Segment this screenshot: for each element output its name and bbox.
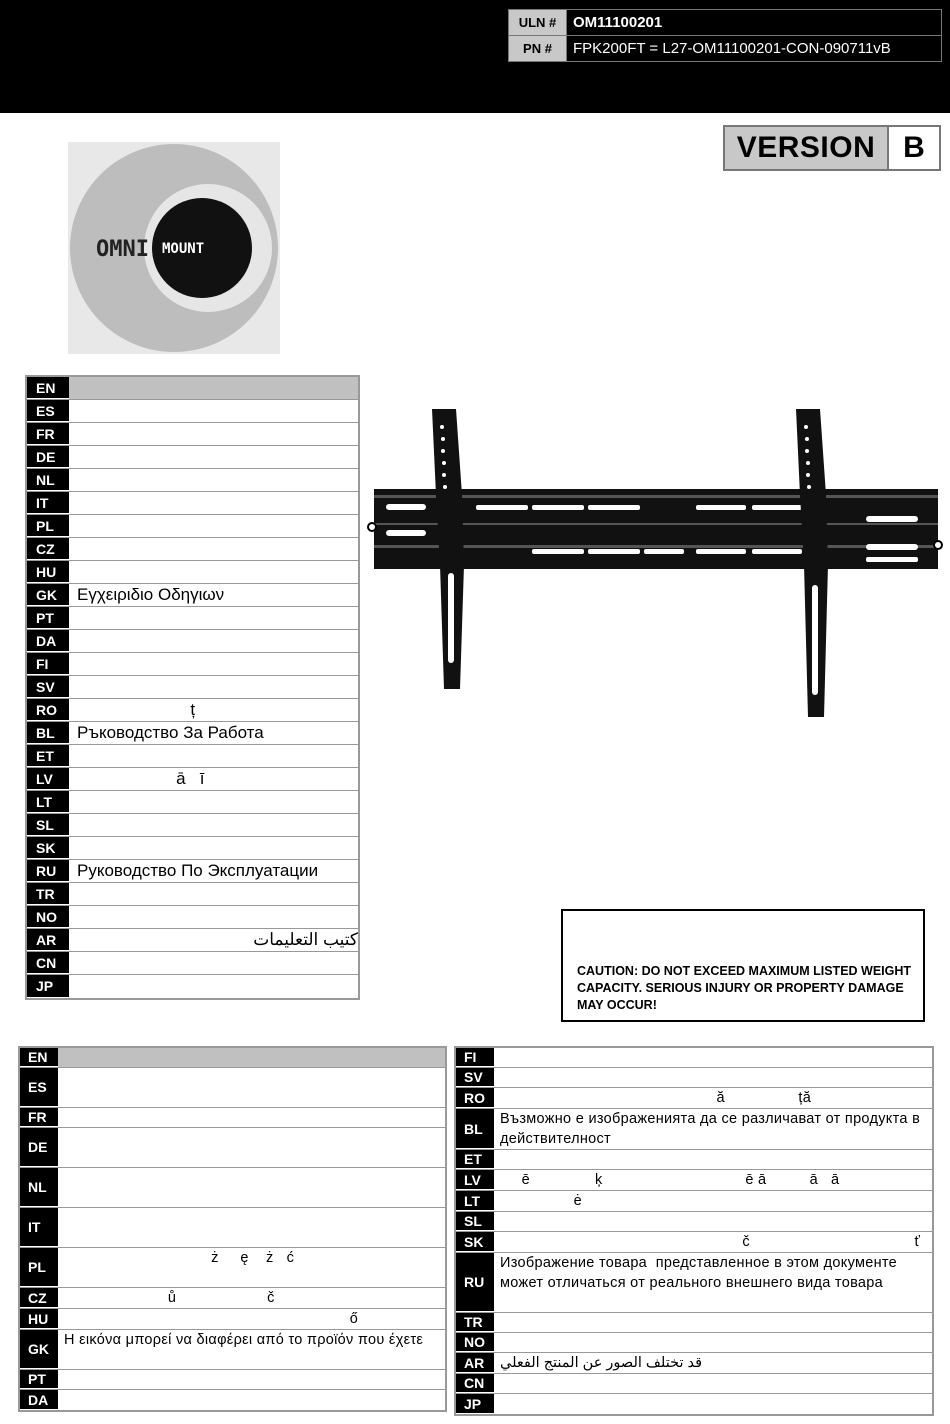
version-label: VERSION xyxy=(725,127,889,169)
language-code: CZ xyxy=(27,538,69,560)
disclaimer-row-gk xyxy=(20,1330,445,1370)
disclaimer-text xyxy=(494,1333,932,1352)
language-row-pl xyxy=(27,515,358,538)
disclaimer-text: Изображение товара представленное в этом документе может отличаться от реального внешнего вида товара xyxy=(494,1253,932,1312)
disclaimer-code: FR xyxy=(20,1108,58,1127)
uln-label: ULN # xyxy=(509,10,567,36)
language-code: AR xyxy=(27,929,69,951)
language-code: DA xyxy=(27,630,69,652)
disclaimer-row-hu xyxy=(20,1309,445,1330)
language-title xyxy=(69,791,358,813)
language-title: Ръководство За Работа xyxy=(69,722,358,744)
disclaimer-row-ro xyxy=(456,1088,932,1109)
disclaimer-row-de xyxy=(20,1128,445,1168)
disclaimer-text xyxy=(494,1068,932,1087)
language-row-en xyxy=(27,377,358,400)
language-code: GK xyxy=(27,584,69,606)
disclaimer-code: EN xyxy=(20,1048,58,1067)
disclaimer-row-bl xyxy=(456,1109,932,1150)
language-code: DE xyxy=(27,446,69,468)
language-row-nl xyxy=(27,469,358,492)
disclaimer-code: FI xyxy=(456,1048,494,1067)
language-title xyxy=(69,538,358,560)
language-code: NL xyxy=(27,469,69,491)
disclaimer-row-fi xyxy=(456,1048,932,1068)
disclaimer-text: ő xyxy=(58,1309,445,1329)
language-title xyxy=(69,676,358,698)
disclaimer-code: PL xyxy=(20,1248,58,1287)
language-row-es xyxy=(27,400,358,423)
language-code: RU xyxy=(27,860,69,882)
language-row-tr xyxy=(27,883,358,906)
language-title xyxy=(69,975,358,998)
disclaimer-row-lt xyxy=(456,1191,932,1212)
language-row-cz xyxy=(27,538,358,561)
version-letter: B xyxy=(889,127,939,169)
language-code: RO xyxy=(27,699,69,721)
language-row-jp xyxy=(27,975,358,998)
disclaimer-code: DA xyxy=(20,1390,58,1410)
disclaimer-text xyxy=(494,1212,932,1231)
language-code: LV xyxy=(27,768,69,790)
disclaimer-row-sl xyxy=(456,1212,932,1232)
language-title: ā ī xyxy=(69,768,358,790)
language-title xyxy=(69,745,358,767)
language-title xyxy=(69,906,358,928)
disclaimer-code: LT xyxy=(456,1191,494,1211)
disclaimer-text xyxy=(58,1208,445,1247)
language-row-ru xyxy=(27,860,358,883)
disclaimer-text: č ť xyxy=(494,1232,932,1252)
disclaimer-code: ES xyxy=(20,1068,58,1107)
disclaimer-code: RU xyxy=(456,1253,494,1312)
language-row-et xyxy=(27,745,358,768)
disclaimer-code: NL xyxy=(20,1168,58,1207)
language-title xyxy=(69,814,358,836)
disclaimer-text xyxy=(58,1068,445,1107)
pn-label: PN # xyxy=(509,36,567,62)
disclaimer-row-et xyxy=(456,1150,932,1170)
logo-mount-text: MOUNT xyxy=(162,241,205,257)
language-title xyxy=(69,377,358,399)
disclaimer-code: SV xyxy=(456,1068,494,1087)
disclaimer-text xyxy=(58,1390,445,1410)
disclaimer-text xyxy=(494,1313,932,1332)
language-row-no xyxy=(27,906,358,929)
language-code: JP xyxy=(27,975,69,998)
disclaimer-row-ru xyxy=(456,1253,932,1313)
language-title xyxy=(69,607,358,629)
language-row-sv xyxy=(27,676,358,699)
language-code: ET xyxy=(27,745,69,767)
disclaimer-row-jp xyxy=(456,1394,932,1414)
language-row-pt xyxy=(27,607,358,630)
language-title xyxy=(69,837,358,859)
language-row-sk xyxy=(27,837,358,860)
language-title xyxy=(69,446,358,468)
disclaimer-code: CN xyxy=(456,1374,494,1393)
disclaimer-text xyxy=(494,1150,932,1169)
disclaimer-text xyxy=(58,1168,445,1207)
language-row-da xyxy=(27,630,358,653)
disclaimer-text: ż ę ż ć xyxy=(58,1248,445,1287)
language-row-fi xyxy=(27,653,358,676)
disclaimer-text xyxy=(494,1394,932,1414)
language-code: SV xyxy=(27,676,69,698)
disclaimer-row-lv xyxy=(456,1170,932,1191)
disclaimer-row-sv xyxy=(456,1068,932,1088)
language-row-bl xyxy=(27,722,358,745)
version-box xyxy=(723,125,941,171)
language-code: EN xyxy=(27,377,69,399)
disclaimer-text xyxy=(494,1048,932,1067)
language-title xyxy=(69,515,358,537)
disclaimer-row-en xyxy=(20,1048,445,1068)
disclaimer-code: DE xyxy=(20,1128,58,1167)
disclaimer-table-right xyxy=(454,1046,934,1416)
disclaimer-row-cn xyxy=(456,1374,932,1394)
disclaimer-text: Възможно е изображенията да се различават от продукта в действителност xyxy=(494,1109,932,1149)
language-code: BL xyxy=(27,722,69,744)
language-title: Руководство По Эксплуатации xyxy=(69,860,358,882)
disclaimer-code: GK xyxy=(20,1330,58,1369)
disclaimer-row-no xyxy=(456,1333,932,1353)
disclaimer-row-sk xyxy=(456,1232,932,1253)
language-code: SL xyxy=(27,814,69,836)
caution-notice: CAUTION: DO NOT EXCEED MAXIMUM LISTED WEIGHT CAPACITY. SERIOUS INJURY OR PROPERTY DAMAGE MAY OCCUR! xyxy=(561,909,925,1022)
disclaimer-code: AR xyxy=(456,1353,494,1373)
language-title xyxy=(69,883,358,905)
language-row-it xyxy=(27,492,358,515)
logo-omni-text: OMNI xyxy=(96,237,149,262)
language-row-sl xyxy=(27,814,358,837)
disclaimer-code: BL xyxy=(456,1109,494,1149)
disclaimer-row-it xyxy=(20,1208,445,1248)
language-title xyxy=(69,561,358,583)
language-title xyxy=(69,630,358,652)
language-code: ES xyxy=(27,400,69,422)
omnimount-logo xyxy=(68,142,280,354)
language-row-cn xyxy=(27,952,358,975)
language-title: Εγχειριδιο Οδηγιων xyxy=(69,584,358,606)
disclaimer-code: CZ xyxy=(20,1288,58,1308)
language-title: ț xyxy=(69,699,358,721)
language-code: SK xyxy=(27,837,69,859)
language-table xyxy=(25,375,360,1000)
language-code: IT xyxy=(27,492,69,514)
language-code: FR xyxy=(27,423,69,445)
language-code: NO xyxy=(27,906,69,928)
disclaimer-code: ET xyxy=(456,1150,494,1169)
disclaimer-row-nl xyxy=(20,1168,445,1208)
disclaimer-text: ė xyxy=(494,1191,932,1211)
language-row-hu xyxy=(27,561,358,584)
language-title xyxy=(69,469,358,491)
disclaimer-code: SK xyxy=(456,1232,494,1252)
disclaimer-text xyxy=(58,1108,445,1127)
language-title xyxy=(69,400,358,422)
disclaimer-row-pt xyxy=(20,1370,445,1390)
language-title: كتيب التعليمات xyxy=(69,929,358,951)
disclaimer-text: ē ķ ē ā ā ā xyxy=(494,1170,932,1190)
disclaimer-text: قد تختلف الصور عن المنتج الفعلي xyxy=(494,1353,932,1373)
language-code: CN xyxy=(27,952,69,974)
header-bar xyxy=(0,0,950,113)
disclaimer-row-pl xyxy=(20,1248,445,1288)
language-row-gk xyxy=(27,584,358,607)
uln-value: OM11100201 xyxy=(567,10,942,36)
disclaimer-code: RO xyxy=(456,1088,494,1108)
disclaimer-code: TR xyxy=(456,1313,494,1332)
disclaimer-row-tr xyxy=(456,1313,932,1333)
disclaimer-row-fr xyxy=(20,1108,445,1128)
language-row-ar xyxy=(27,929,358,952)
disclaimer-text: ů č xyxy=(58,1288,445,1308)
disclaimer-code: SL xyxy=(456,1212,494,1231)
disclaimer-row-da xyxy=(20,1390,445,1410)
disclaimer-text xyxy=(58,1370,445,1389)
language-row-de xyxy=(27,446,358,469)
language-title xyxy=(69,952,358,974)
language-code: FI xyxy=(27,653,69,675)
language-code: PL xyxy=(27,515,69,537)
language-code: PT xyxy=(27,607,69,629)
disclaimer-code: HU xyxy=(20,1309,58,1329)
language-row-lv xyxy=(27,768,358,791)
language-row-ro xyxy=(27,699,358,722)
id-table xyxy=(508,9,942,62)
language-code: LT xyxy=(27,791,69,813)
language-title xyxy=(69,492,358,514)
disclaimer-code: JP xyxy=(456,1394,494,1414)
language-code: HU xyxy=(27,561,69,583)
language-title xyxy=(69,653,358,675)
disclaimer-code: IT xyxy=(20,1208,58,1247)
language-row-lt xyxy=(27,791,358,814)
disclaimer-text xyxy=(494,1374,932,1393)
language-title xyxy=(69,423,358,445)
disclaimer-text: ă ță xyxy=(494,1088,932,1108)
pn-value: FPK200FT = L27-OM11100201-CON-090711vB xyxy=(567,36,942,62)
disclaimer-table-left xyxy=(18,1046,447,1412)
language-code: TR xyxy=(27,883,69,905)
disclaimer-code: PT xyxy=(20,1370,58,1389)
disclaimer-row-ar xyxy=(456,1353,932,1374)
disclaimer-text xyxy=(58,1048,445,1067)
disclaimer-code: NO xyxy=(456,1333,494,1352)
disclaimer-row-cz xyxy=(20,1288,445,1309)
language-row-fr xyxy=(27,423,358,446)
disclaimer-text xyxy=(58,1128,445,1167)
disclaimer-text: Η εικόνα μπορεί να διαφέρει από το προϊόν που έχετε xyxy=(58,1330,445,1369)
tv-mount-product-image xyxy=(366,405,946,725)
disclaimer-code: LV xyxy=(456,1170,494,1190)
disclaimer-row-es xyxy=(20,1068,445,1108)
